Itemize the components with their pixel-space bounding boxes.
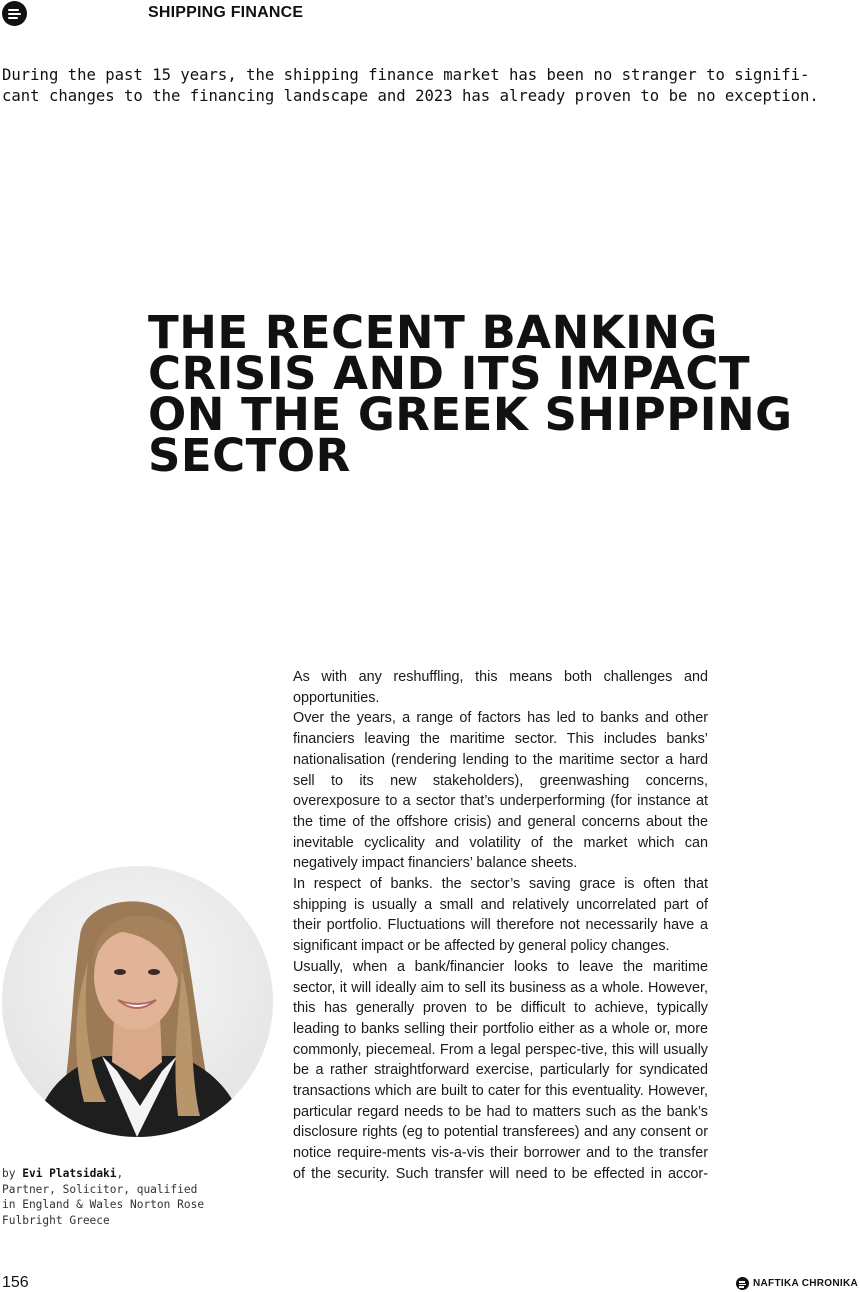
body-paragraph-1: As with any reshuffling, this means both challenges and opportunities. <box>293 669 708 706</box>
naftika-chronika-logo-icon <box>2 1 27 26</box>
footer-brand-name: NAFTIKA CHRONIKA <box>753 1278 858 1289</box>
intro-line-1: During the past 15 years, the shipping finance market has been no stranger to signifi- <box>2 66 810 84</box>
headline-line-4: SECTOR <box>148 429 351 482</box>
author-portrait <box>2 866 273 1137</box>
intro-standfirst <box>2 65 858 107</box>
footer-brand <box>736 1277 858 1290</box>
author-name: Evi Platsidaki <box>22 1167 117 1180</box>
author-byline <box>2 1166 252 1228</box>
headline-line-2: CRISIS AND ITS IMPACT <box>148 347 751 400</box>
article-headline <box>148 306 848 482</box>
section-title: SHIPPING FINANCE <box>148 4 304 21</box>
author-role-line-1: Partner, Solicitor, qualified <box>2 1182 198 1196</box>
author-portrait-illustration <box>2 866 273 1137</box>
headline-line-1: THE RECENT BANKING <box>148 306 718 359</box>
byline-comma: , <box>116 1167 124 1180</box>
page-number: 156 <box>2 1274 29 1291</box>
naftika-chronika-logo-icon <box>736 1277 749 1290</box>
body-paragraph-3: In respect of banks. the sector’s saving grace is often that shipping is usually a small and relatively uncorrelated part of their portfolio. Fluctuations will therefore not necessarily have a significant impact or be affected by general policy changes. <box>293 876 708 955</box>
body-paragraph-4: Usually, when a bank/financier looks to leave the maritime sector, it will ideally aim to sell its business as a whole. However, this has generally proven to be difficult to achieve, typically leading to banks selling their portfolio either as a whole or, more commonly, piecemeal. From a legal perspec-tive, this will usually be a rather straightforward exercise, particularly for syndicated transactions which are built to cater for this eventuality. However, particular regard needs to be had to matters such as the bank’s disclosure rights (eg to potential transferees) and any consent or notice require-ments vis-a-vis their borrower and to the transfer of the security. Such transfer will need to be effected in accor- <box>293 958 708 1182</box>
body-paragraph-2: Over the years, a range of factors has led to banks and other financiers leaving the maritime sector. This includes banks’ nationalisation (rendering lending to the maritime sector a hard sell to its new stakeholders), greenwashing concerns, overexposure to a sector that’s underperforming (for instance at the time of the offshore crisis) and general concerns about the inevitable cyclicality and volatility of the market which can negatively impact financiers’ balance sheets. <box>293 710 708 872</box>
author-role-line-2: in England & Wales Norton Rose <box>2 1198 205 1211</box>
byline-by: by <box>2 1167 16 1180</box>
headline-line-3: ON THE GREEK SHIPPING <box>148 388 793 441</box>
article-body <box>293 667 708 1185</box>
intro-line-2: cant changes to the financing landscape and 2023 has already proven to be no exception. <box>2 87 819 105</box>
author-role-line-3: Fulbright Greece <box>2 1213 110 1227</box>
